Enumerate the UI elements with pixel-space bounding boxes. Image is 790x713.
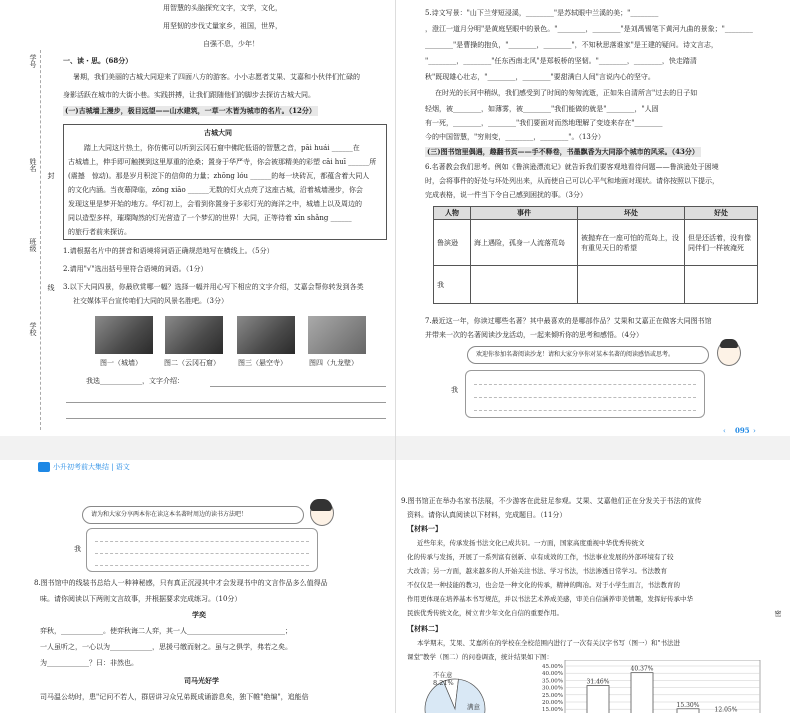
table-cell: 我 [434, 266, 471, 304]
bar-value-label: 15.30% [676, 701, 700, 709]
question-3-line-1: 3.以下大同四景，你最欣赏哪一幅？选择一幅并用心写下相应的文字介绍，艾嘉会帮你转发到各类 [63, 283, 364, 291]
material-label: 【材料一】 [407, 524, 442, 533]
me-label: 我 [74, 545, 81, 553]
section-read-think: 一、读・思。（68分） [63, 56, 133, 65]
pie-label: 不在意 [433, 671, 453, 679]
q7-line: 并带来一次的名著阅读沙龙活动，一起来倾听你的思考和感悟。（4分） [425, 331, 643, 339]
q9-line: 资料。请你认真阅读以下材料，完成题目。（11分） [407, 511, 567, 519]
q5-line: 秋"既现雄心壮志，"________，________"要甜满白人间"言说内心的坚守。 [425, 73, 655, 81]
poem-line-2: 用坚韧的步伐丈量家乡，祖国，世界， [163, 22, 282, 30]
photo-city-wall [95, 316, 153, 354]
q5-line: ，澄江一道月分明"是黄庭坚眼中的景色。"________，________"是刘禹锡笔下黄河九曲的景象；"________ [425, 25, 753, 33]
material-line: 近些年来，传承发扬书法文化已成共识。一方面，国家高度重视中华优秀传统文 [417, 539, 645, 547]
q5-line: ________"是曹操的抱负，"________，________"，不知秋思落谁家"是王建的疑问。诗文言志， [425, 41, 718, 49]
y-tick-label: 20.00% [542, 700, 563, 706]
pros-cons-table [433, 206, 758, 304]
q5-line: 5.诗文写景："山下兰芽短浸溪，________"是苏轼眼中兰溪的美；"________ [425, 9, 659, 17]
story-title: 学奕 [192, 610, 206, 619]
story-line: 弈秋，____________。使弈秋诲二人弈，其一人____________________________； [40, 627, 292, 635]
story-line: 司马温公幼时，患"记问不若人，群居讲习众兄弟既成诵游息矣，独下帷"绝编"，追能倍 [40, 693, 309, 701]
pie-value-label: 8.21% [433, 679, 454, 687]
q5-line: "________，________"任东西南北风"是郑板桥的坚韧。"________，________，快走踏清 [425, 57, 697, 65]
table-cell-input[interactable] [685, 266, 758, 304]
table-cell: 鲁滨逊 [434, 220, 471, 266]
y-tick-label: 45.00% [542, 664, 563, 670]
q6-line: 完成表格，说一件当下令自己感到困扰的事。（3分） [425, 191, 587, 199]
article-line: 同以造型多样，璀璨陶然的灯光营造了一个梦幻的世界！大同，正等待着 xīn shǎng ______ [68, 214, 352, 222]
next-page-icon[interactable]: › [753, 427, 756, 435]
photo-nine-dragon-wall [308, 316, 366, 354]
bar-value-label: 31.46% [586, 678, 610, 686]
q8-line: 味。请你阅读以下两则文言故事，并根据要求完成练习。（10分） [40, 595, 242, 603]
brand-logo-icon [38, 462, 50, 472]
side-label-name: 姓名 [29, 158, 37, 172]
table-cell: 被抛弃在一座可怕的荒岛上，没有重见天日的希望 [578, 220, 685, 266]
table-cell-input[interactable] [578, 266, 685, 304]
answer-line [474, 397, 696, 398]
article-line: 的文化内涵。当夜幕降临，zǒng xiāo ______无数的灯火点亮了这座古城，沿着城墙漫步，你会 [68, 186, 363, 194]
part-one-heading: (一)古城墙上漫步，极目远望——山水建筑，一草一木皆为城市的名片。（12分） [65, 106, 316, 115]
me-label: 我 [451, 386, 458, 394]
q6-line: 6.名著教会我们思考。例如《鲁滨逊漂流记》就告诉我们要客观地看待问题——鲁滨逊处于困境 [425, 163, 719, 171]
y-tick-label: 25.00% [542, 692, 563, 699]
y-tick-label: 15.00% [542, 707, 563, 713]
photo-caption: 图二（云冈石窟） [164, 359, 220, 367]
q5-line: 轻烟，被________，如薄雾，被________"我们能做的就是"________，"人固 [425, 105, 659, 113]
boy-avatar [717, 340, 741, 366]
table-header: 坏处 [578, 207, 685, 220]
answer-box[interactable] [465, 370, 705, 418]
question-2: 2.请用"√"选出括号里符合语境的词语。（1分） [63, 265, 208, 273]
y-tick-label: 30.00% [542, 685, 563, 692]
spread-divider [395, 0, 396, 713]
pie-label: 满意 [467, 703, 480, 711]
speech-bubble [467, 346, 709, 364]
page-number: 095 [735, 426, 750, 435]
answer-line[interactable] [66, 402, 386, 403]
answer-line [474, 384, 696, 385]
hair [310, 499, 332, 511]
question-1: 1.请根据名片中的拼音和语境将词语正确规范地写在横线上。（5分） [63, 247, 274, 255]
material-line: 作用更体现在培养基本书写规范，并以书法艺术养成美感，审美自信涵养审美情趣，发挥好传承中华 [407, 595, 693, 603]
side-label-school: 学校 [29, 322, 37, 336]
material-line: 不仅仅是一种技能的教习，也会是一种文化的传承，精神的陶冶。对于小学生而言，书法教育的 [407, 581, 680, 589]
q6-line: 时，会将事件的好处与坏处列出来，从而使自己可以心平气和地面对现状。请你按照以下提示， [425, 177, 719, 185]
q5-line: 有一死，________，________"我们要面对而然地理解了变迹来存在"________ [425, 119, 663, 127]
material-label: 【材料二】 [407, 624, 442, 633]
answer-line [95, 565, 309, 566]
question-3-line-2: 社交媒体平台宣传咱们大同的风景名胜吧。（3分） [73, 297, 228, 305]
material-line: 化的传承与发扬，开展了一系列富有创新、卓有成效的工作，书法事业发展的外部环境有了较 [407, 553, 674, 561]
poem-line-3: 自强不息，少年！ [203, 40, 259, 48]
hair [720, 339, 738, 348]
table-cell: 但是还活着，没有像同伴们一样被淹死 [685, 220, 758, 266]
photo-caption: 图一（城墙） [100, 359, 142, 367]
article-line: 的旅行者前来探访。 [68, 228, 131, 236]
answer-line[interactable] [210, 386, 386, 387]
table-header: 人物 [434, 207, 471, 220]
photo-caption: 图三（悬空寺） [238, 359, 287, 367]
y-tick-label: 35.00% [542, 678, 563, 685]
bar-A [587, 685, 609, 713]
poem-line-1: 用智慧的头脑探究文字，文学，文化， [163, 4, 282, 12]
article-line: 踏上大同这片热土，你仿佛可以听到云冈石窟中佛陀低语的智慧之音，pāi huái ______在 [84, 144, 360, 152]
material-line: 课堂"教学（图二）的问卷调查，统计结果如下图： [407, 653, 553, 661]
q5-line: 今的中国智慧，"穷则变，________，________"。（13分） [425, 133, 605, 141]
intro-line-1: 暑期，我们美丽的古城大同迎来了四面八方的游客。小小志愿者艾果、艾嘉和小伙伴们忙碌的 [73, 73, 360, 81]
side-label-line: 线 [47, 284, 55, 291]
page-094 [0, 0, 395, 436]
page-096 [0, 460, 395, 713]
side-label-seal: 封 [47, 172, 55, 179]
material-line: 大改善；另一方面，越来越多的人开始关注书法、学习书法，书法渗透日常学习。书法教育 [407, 567, 667, 575]
q9-line: 9.图书馆正在举办名家书法展，不少游客在此驻足参观。艾果、艾嘉他们正在分发关于书法的宣传 [401, 497, 702, 505]
prev-page-icon[interactable]: ‹ [723, 427, 726, 435]
article-line: (震撼 惊动)。那是岁月积淀下的信仰的力量；zhōng lóu ______的每一块砖瓦，都蕴含着大同人 [68, 172, 370, 180]
q5-line: 在时光的长河中稍纵，我们感受到了时间的匆匆流逝，正如朱自清所言"过去的日子如 [435, 89, 698, 97]
photo-yungang-grottoes [165, 316, 223, 354]
intro-line-2: 身影活跃在城市的大街小巷。实践拼搏，让我们跟随他们的脚步去探访古城大同。 [63, 91, 315, 99]
story-line: 为____________？曰：非然也。 [40, 659, 138, 667]
side-label-seal: 密 [774, 610, 782, 617]
speech-text: 请为和大家分享两本你在读这本名著时周边的读书方法吧！ [91, 511, 248, 518]
answer-line [474, 410, 696, 411]
table-header: 好处 [685, 207, 758, 220]
speech-bubble [82, 506, 304, 524]
y-tick-label: 40.00% [542, 671, 563, 678]
material-line: 民族优秀传统文化，树立青少年文化自信的重要作用。 [407, 609, 563, 617]
page-097 [395, 460, 790, 713]
choose-label: 我选____________，文字介绍： [86, 377, 184, 385]
table-cell: 海上遇险，孤身一人流落荒岛 [471, 220, 578, 266]
girl-avatar [310, 500, 334, 526]
article-title: 古城大同 [204, 128, 232, 137]
pie-chart [415, 665, 525, 713]
answer-box[interactable] [86, 528, 318, 572]
side-label-class: 班级 [29, 238, 37, 252]
city-card [63, 124, 387, 240]
binding-line [40, 50, 41, 430]
bar-value-label: 40.37% [630, 665, 654, 673]
bar-value-label: 12.05% [714, 706, 738, 713]
photo-caption: 图四（九龙壁） [309, 359, 358, 367]
article-line: 发现这里是梦开始的地方。华灯初上，会看到你置身于多彩灯光的海洋之中，城墙上以及周边的 [68, 200, 362, 208]
answer-line[interactable] [66, 418, 386, 419]
side-label-number: 学号 [29, 54, 37, 68]
table-header: 事件 [471, 207, 578, 220]
brand-header [0, 460, 395, 474]
bar-B [631, 673, 653, 713]
bar-chart [535, 660, 765, 713]
material-line: 本学期末，艾果、艾嘉所在的学校在全校范围内进行了一次有关汉字书写（图一）和"书法进 [417, 639, 680, 647]
story-line: 一人虽听之，一心以为____________，思援弓缴而射之。虽与之俱学，弗若之矣。 [40, 643, 292, 651]
photo-hanging-temple [237, 316, 295, 354]
table-cell-input[interactable] [471, 266, 578, 304]
story-title: 司马光好学 [184, 676, 219, 685]
answer-line [95, 553, 309, 554]
page-095 [395, 0, 790, 436]
brand-title: 小升初考前大集结 | 语文 [53, 463, 130, 471]
speech-text: 欢迎你参加名著阅读沙龙！请和大家分享你对某本名著的阅读感悟或思考。 [476, 351, 675, 358]
answer-line [95, 541, 309, 542]
bar-C [677, 709, 699, 713]
q8-line: 8.图书馆中的线装书总给人一种神秘感，只有真正沉浸其中才会发现书中的文言作品多么值得品 [34, 579, 328, 587]
article-line: 古城墙上，伸手即可触摸到这里厚重的沧桑；置身于华严寺，你会被那精美的彩塑 cāi huī ______所 [68, 158, 377, 166]
part-three-heading: (三)图书馆里偶遇，趣翻书页——手不释卷，书墨飘香为大同添个城市的风采。（43分） [427, 147, 699, 156]
q7-line: 7.最近这一年，你读过哪些名著？其中最喜欢的是哪部作品？艾果和艾嘉正在做客大同图书馆 [425, 317, 712, 325]
